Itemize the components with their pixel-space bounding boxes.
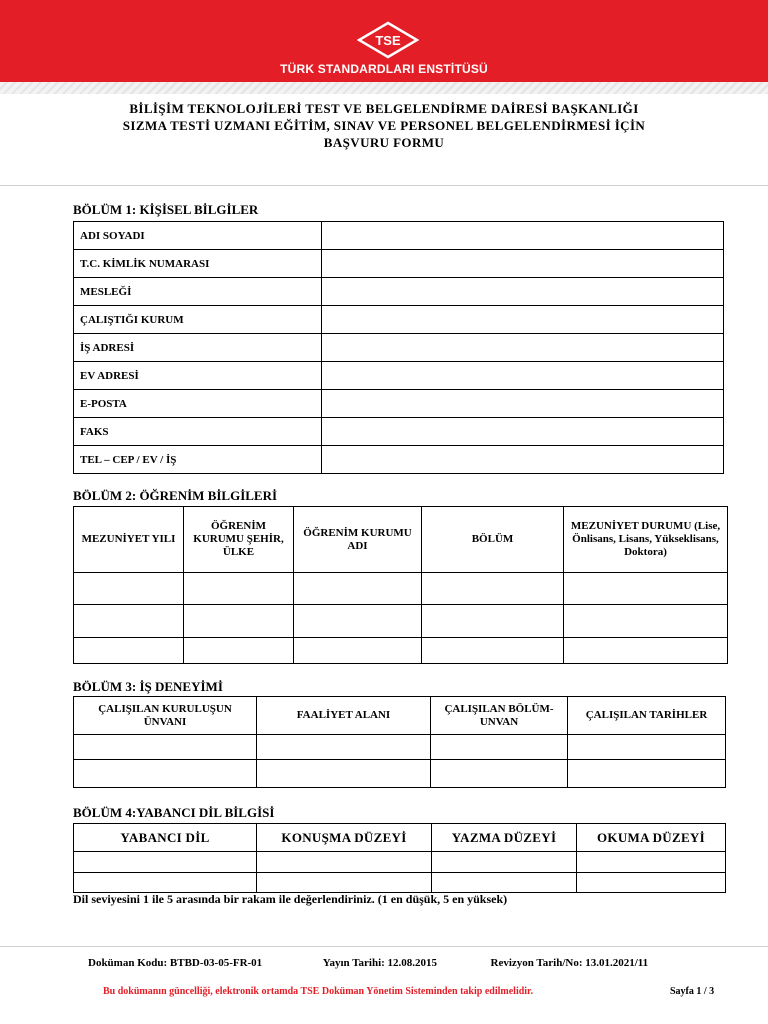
field-value[interactable] <box>322 278 724 306</box>
publication-date: Yayın Tarihi: 12.08.2015 <box>322 957 438 969</box>
footer-divider <box>0 946 768 947</box>
column-header: YAZMA DÜZEYİ <box>432 824 577 852</box>
title-line-1: BİLİŞİM TEKNOLOJİLERİ TEST VE BELGELENDİRME DAİRESİ BAŞKANLIĞI <box>129 101 639 116</box>
table-header-row <box>74 697 726 735</box>
table-row <box>74 222 724 250</box>
cell[interactable] <box>184 573 294 605</box>
cell[interactable] <box>564 573 728 605</box>
table-row <box>74 735 726 760</box>
cell[interactable] <box>294 638 422 664</box>
cell[interactable] <box>568 760 726 788</box>
field-value[interactable] <box>322 362 724 390</box>
footer-meta <box>88 957 648 969</box>
divider <box>0 185 768 186</box>
table-header-row <box>74 507 728 573</box>
section3-heading: BÖLÜM 3: İŞ DENEYİMİ <box>73 679 223 694</box>
cell[interactable] <box>74 573 184 605</box>
table-row <box>74 638 728 664</box>
cell[interactable] <box>184 638 294 664</box>
column-header: KONUŞMA DÜZEYİ <box>257 824 432 852</box>
document-title <box>0 100 768 151</box>
cell[interactable] <box>74 605 184 638</box>
field-label: ADI SOYADI <box>74 222 322 250</box>
section1-heading: BÖLÜM 1: KİŞİSEL BİLGİLER <box>73 202 259 217</box>
column-header: ÖĞRENİM KURUMU ŞEHİR, ÜLKE <box>184 507 294 573</box>
field-value[interactable] <box>322 222 724 250</box>
personal-info-table <box>73 221 724 474</box>
field-value[interactable] <box>322 390 724 418</box>
revision-info: Revizyon Tarih/No: 13.01.2021/11 <box>490 957 649 969</box>
cell[interactable] <box>74 735 257 760</box>
field-label: İŞ ADRESİ <box>74 334 322 362</box>
field-label: T.C. KİMLİK NUMARASI <box>74 250 322 278</box>
cell[interactable] <box>257 735 431 760</box>
table-row <box>74 446 724 474</box>
cell[interactable] <box>564 638 728 664</box>
table-header-row <box>74 824 726 852</box>
column-header: BÖLÜM <box>422 507 564 573</box>
header-banner <box>0 0 768 82</box>
field-value[interactable] <box>322 418 724 446</box>
cell[interactable] <box>294 605 422 638</box>
cell[interactable] <box>432 873 577 893</box>
cell[interactable] <box>74 852 257 873</box>
cell[interactable] <box>577 873 726 893</box>
field-label: E-POSTA <box>74 390 322 418</box>
column-header: MEZUNİYET DURUMU (Lise, Önlisans, Lisans, Yükseklisans, Doktora) <box>564 507 728 573</box>
table-row <box>74 334 724 362</box>
cell[interactable] <box>432 852 577 873</box>
column-header: ÖĞRENİM KURUMU ADI <box>294 507 422 573</box>
tse-logo <box>357 21 419 59</box>
cell[interactable] <box>74 638 184 664</box>
table-row <box>74 390 724 418</box>
title-line-3: BAŞVURU FORMU <box>323 135 445 150</box>
cell[interactable] <box>74 873 257 893</box>
table-row <box>74 278 724 306</box>
field-value[interactable] <box>322 306 724 334</box>
table-row <box>74 362 724 390</box>
field-label: FAKS <box>74 418 322 446</box>
cell[interactable] <box>422 573 564 605</box>
table-row <box>74 605 728 638</box>
organization-name: TÜRK STANDARDLARI ENSTİTÜSÜ <box>280 62 488 76</box>
cell[interactable] <box>422 638 564 664</box>
title-line-2: SIZMA TESTİ UZMANI EĞİTİM, SINAV VE PERSONEL BELGELENDİRMESİ İÇİN <box>122 118 646 133</box>
field-label: ÇALIŞTIĞI KURUM <box>74 306 322 334</box>
field-label: TEL – CEP / EV / İŞ <box>74 446 322 474</box>
cell[interactable] <box>431 735 568 760</box>
cell[interactable] <box>577 852 726 873</box>
cell[interactable] <box>294 573 422 605</box>
column-header: FAALİYET ALANI <box>257 697 431 735</box>
column-header: ÇALIŞILAN BÖLÜM-UNVAN <box>431 697 568 735</box>
field-label: EV ADRESİ <box>74 362 322 390</box>
logo-text: TSE <box>375 33 401 48</box>
column-header: OKUMA DÜZEYİ <box>577 824 726 852</box>
section4-heading: BÖLÜM 4:YABANCI DİL BİLGİSİ <box>73 805 275 820</box>
column-header: YABANCI DİL <box>74 824 257 852</box>
cell[interactable] <box>422 605 564 638</box>
table-row <box>74 873 726 893</box>
column-header: ÇALIŞILAN KURULUŞUN ÜNVANI <box>74 697 257 735</box>
experience-table <box>73 696 726 788</box>
table-row <box>74 418 724 446</box>
cell[interactable] <box>257 852 432 873</box>
field-value[interactable] <box>322 446 724 474</box>
table-row <box>74 306 724 334</box>
document-code: Doküman Kodu: BTBD-03-05-FR-01 <box>88 957 263 969</box>
header-pattern <box>0 82 768 94</box>
cell[interactable] <box>564 605 728 638</box>
section2-heading: BÖLÜM 2: ÖĞRENİM BİLGİLERİ <box>73 488 278 503</box>
table-row <box>74 852 726 873</box>
cell[interactable] <box>74 760 257 788</box>
column-header: MEZUNİYET YILI <box>74 507 184 573</box>
validity-warning: Bu dokümanın güncelliği, elektronik ortamda TSE Doküman Yönetim Sisteminden takip edilmelidir. <box>103 986 534 997</box>
language-note: Dil seviyesini 1 ile 5 arasında bir rakam ile değerlendiriniz. (1 en düşük, 5 en yüksek) <box>73 892 508 906</box>
table-row <box>74 760 726 788</box>
language-table <box>73 823 726 893</box>
page-number: Sayfa 1 / 3 <box>670 986 715 997</box>
table-row <box>74 250 724 278</box>
column-header: ÇALIŞILAN TARİHLER <box>568 697 726 735</box>
education-table <box>73 506 728 664</box>
cell[interactable] <box>568 735 726 760</box>
cell[interactable] <box>431 760 568 788</box>
table-row <box>74 573 728 605</box>
field-value[interactable] <box>322 334 724 362</box>
field-label: MESLEĞİ <box>74 278 322 306</box>
cell[interactable] <box>184 605 294 638</box>
cell[interactable] <box>257 873 432 893</box>
cell[interactable] <box>257 760 431 788</box>
field-value[interactable] <box>322 250 724 278</box>
